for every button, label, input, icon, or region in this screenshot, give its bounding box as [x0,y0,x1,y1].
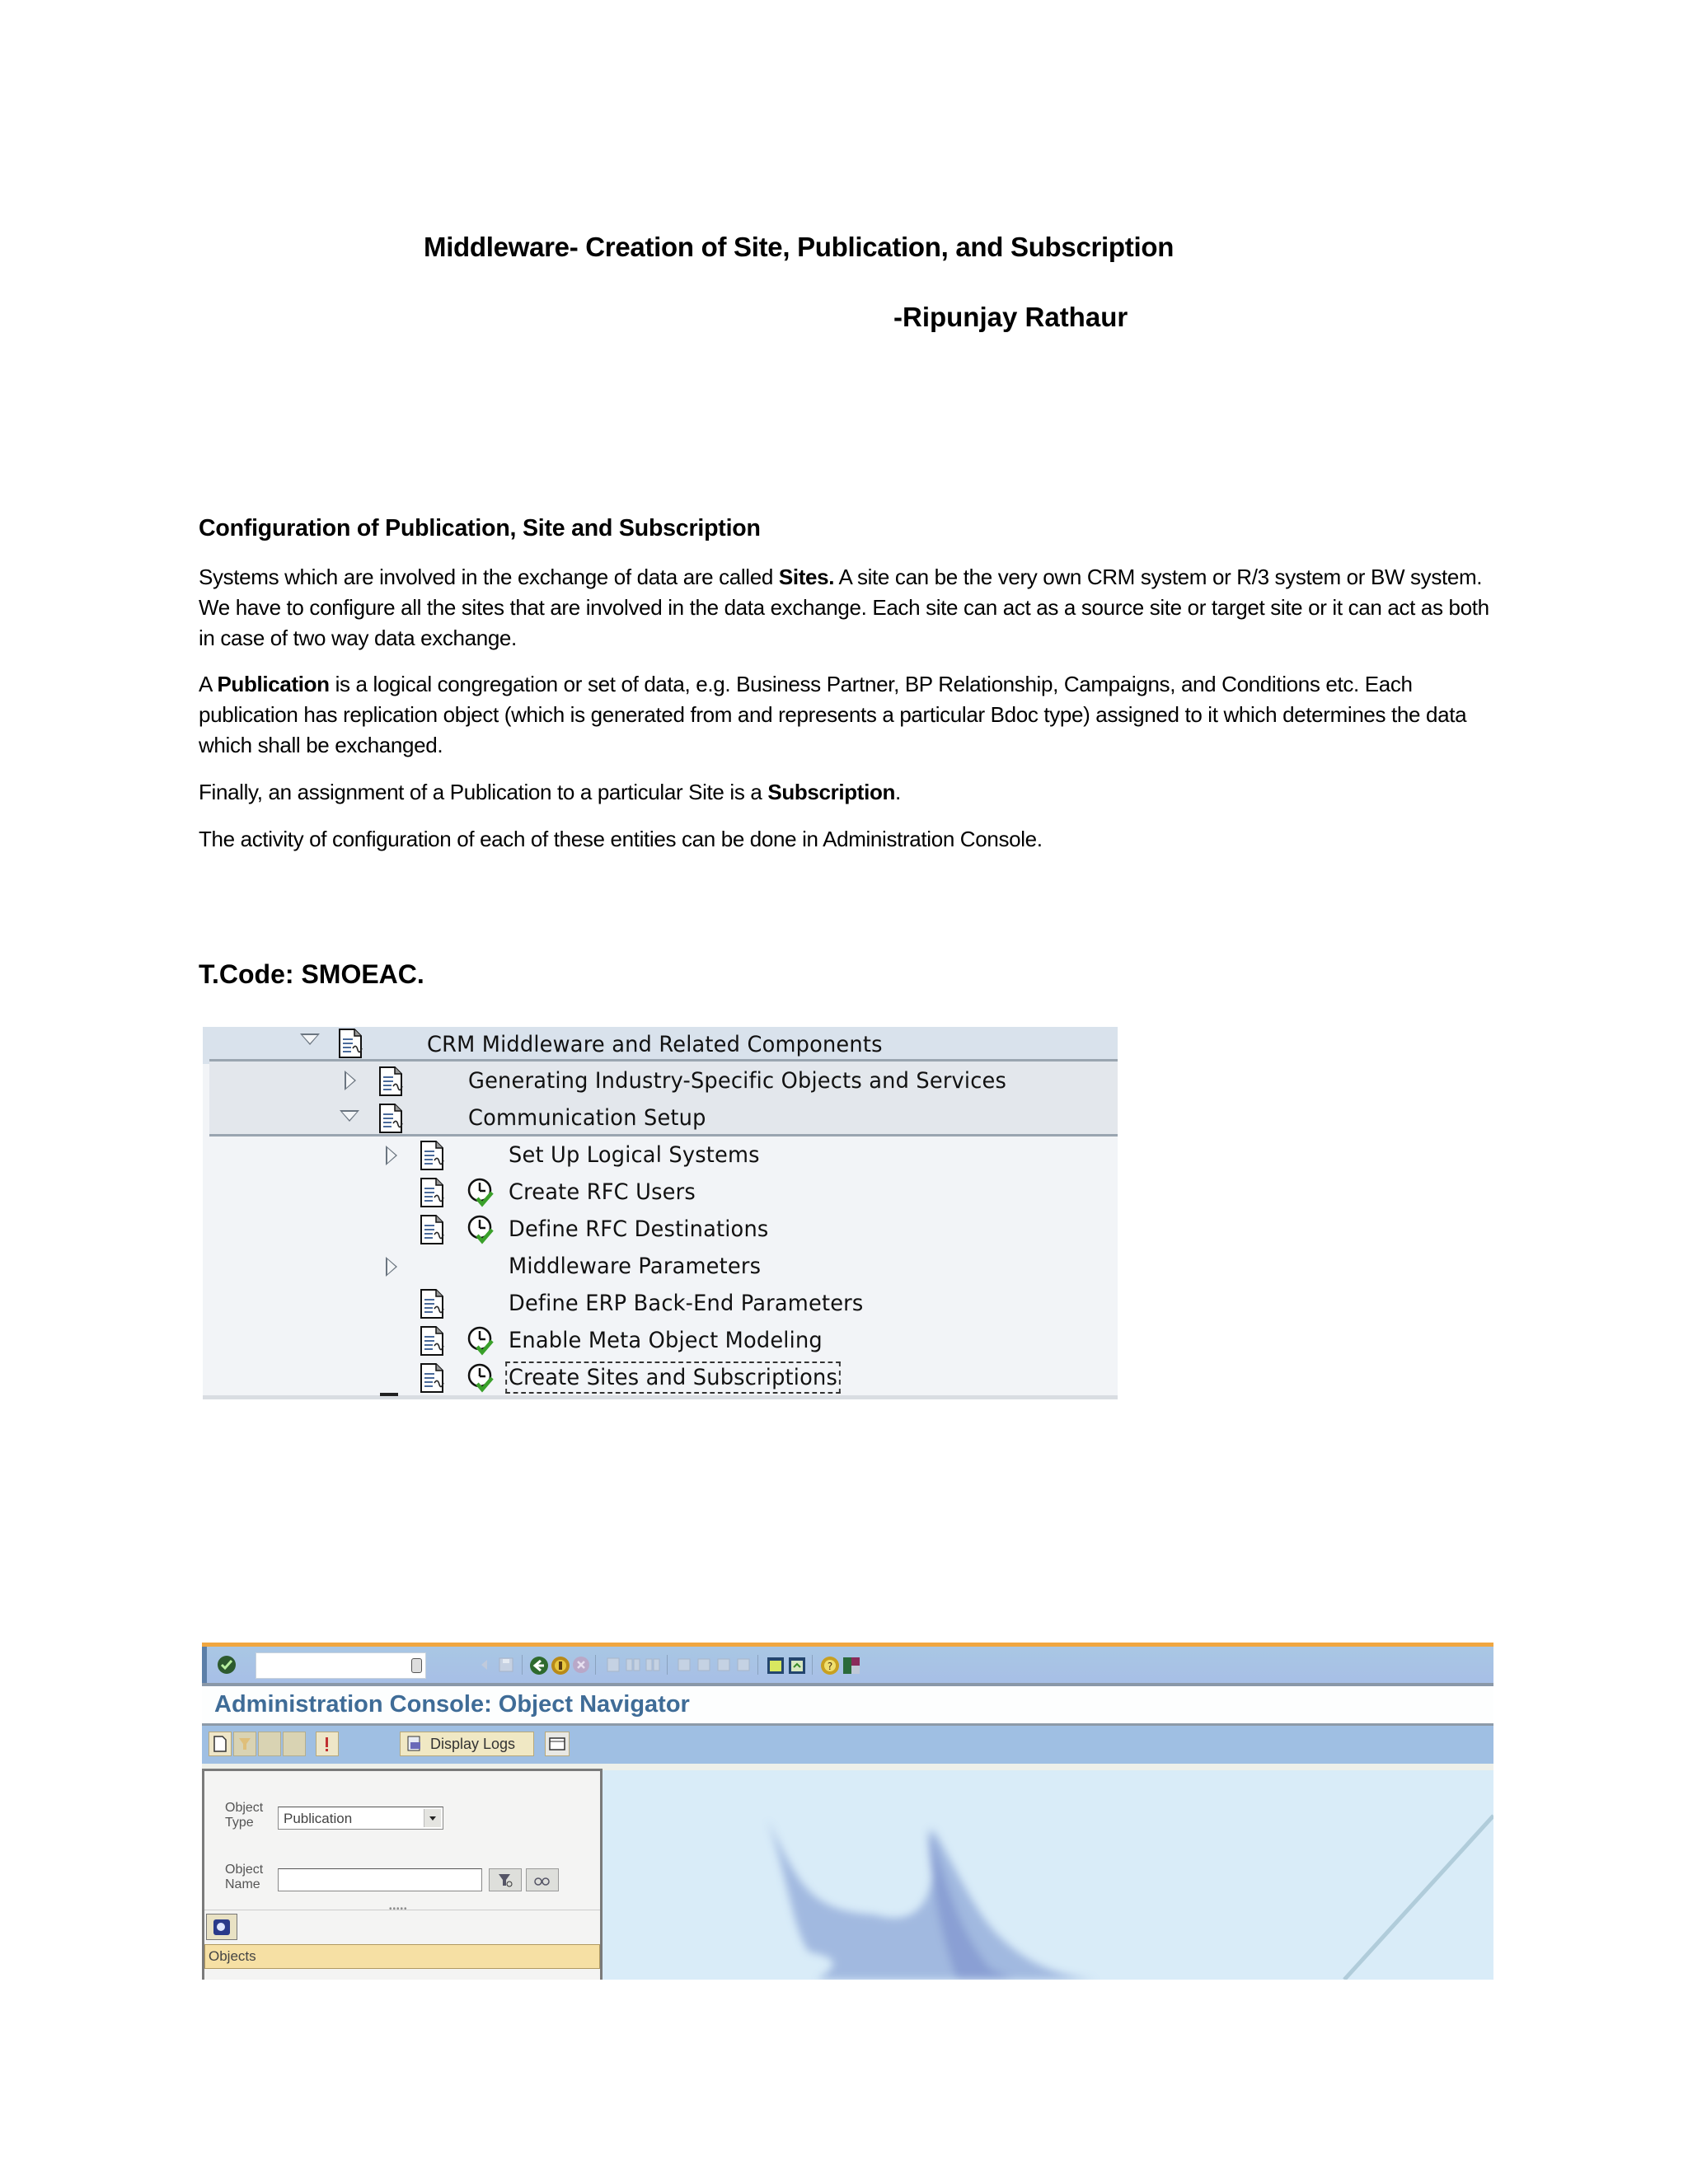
img-sap-admin-console [202,1643,1493,1980]
document-icon [338,1029,363,1058]
execute-clock-icon[interactable] [466,1177,497,1208]
layout-button[interactable] [545,1732,570,1756]
collapsed-arrow-icon[interactable] [386,1146,397,1165]
document-icon [420,1178,444,1207]
tree-separator [209,1134,1118,1137]
edit-object-button[interactable] [233,1732,256,1756]
tree-row[interactable] [203,1249,1118,1286]
save-icon[interactable] [497,1656,515,1674]
find-next-icon[interactable] [644,1656,662,1674]
info-button[interactable] [316,1732,339,1756]
print-icon[interactable] [604,1656,622,1674]
delete-object-button[interactable] [283,1732,306,1756]
document-title: Middleware- Creation of Site, Publication, and Subscription [424,232,1175,262]
expanded-arrow-icon[interactable] [340,1110,359,1122]
tree-label[interactable]: Set Up Logical Systems [509,1142,760,1168]
refresh-button[interactable] [206,1914,237,1940]
new-document-icon [209,1732,231,1755]
window-title: Administration Console: Object Navigator [214,1691,690,1718]
content-area [603,1770,1493,1980]
display-logs-icon [406,1735,425,1753]
section-heading: Configuration of Publication, Site and Subscription [199,515,761,541]
tree-row[interactable] [203,1063,1118,1100]
collapsed-arrow-icon[interactable] [345,1071,356,1090]
paragraph-publication: A Publication is a logical congregation or set of data, e.g. Business Partner, BP Relationship, Campaigns, and Conditions etc. Each publication has replication object (which is generated from and represents a particular Bdoc type) assigned to it which determines the data which shall be exchanged. [199,672,1467,757]
tree-label[interactable]: Middleware Parameters [509,1254,762,1279]
search-filter-button[interactable] [489,1868,522,1891]
command-field[interactable] [256,1652,426,1679]
tree-bottom-border [203,1395,1118,1399]
find-icon[interactable] [624,1656,642,1674]
tree-row[interactable] [203,1323,1118,1360]
expanded-arrow-icon[interactable] [300,1033,320,1045]
application-toolbar [202,1726,1493,1764]
collapsed-arrow-icon[interactable] [386,1257,397,1277]
filter-icon [234,1732,256,1755]
tree-marker [380,1393,398,1396]
refresh-icon [207,1915,237,1939]
advanced-search-button[interactable] [526,1868,559,1891]
previous-page-icon[interactable] [695,1656,713,1674]
tree-label[interactable]: Create RFC Users [509,1179,696,1205]
tree-row[interactable] [203,1212,1118,1249]
tree-label[interactable]: Define ERP Back-End Parameters [509,1291,864,1316]
command-history-icon[interactable] [411,1658,422,1673]
screen-layout-icon [546,1732,569,1755]
display-logs-button[interactable]: Display Logs [400,1732,534,1756]
tree-row[interactable] [203,1137,1118,1174]
document-icon [420,1289,444,1319]
exit-icon[interactable] [551,1656,570,1675]
img-tree-screenshot [203,1027,1118,1399]
object-type-select[interactable]: Publication [278,1807,443,1830]
execute-clock-icon[interactable] [466,1362,497,1394]
help-icon[interactable] [820,1656,840,1675]
tcode-heading: T.Code: SMOEAC. [199,959,424,989]
tree-row-selected[interactable] [203,1360,1118,1397]
tree-label[interactable]: Generating Industry-Specific Objects and Services [468,1068,1007,1094]
first-page-icon[interactable] [675,1656,693,1674]
display-object-button[interactable] [258,1732,281,1756]
cancel-icon[interactable] [572,1656,590,1674]
document-icon [420,1326,444,1356]
tree-label[interactable]: Communication Setup [468,1105,706,1131]
document-author: -Ripunjay Rathaur [893,302,1128,332]
tree-row[interactable] [203,1286,1118,1323]
title-bar [202,1686,1493,1726]
back-icon[interactable] [529,1656,549,1675]
document-icon [378,1066,403,1096]
binoculars-icon [527,1869,558,1891]
create-object-button[interactable] [209,1732,232,1756]
create-session-icon[interactable] [766,1656,785,1675]
object-navigator-panel [202,1769,603,1980]
dropdown-arrow-icon[interactable] [424,1809,441,1827]
tree-label[interactable]: Create Sites and Subscriptions [509,1365,837,1390]
object-name-label: Object Name [225,1863,264,1891]
paragraph-sites: Systems which are involved in the exchange of data are called Sites. A site can be the very own CRM system or R/3 system or BW system. We have to configure all the sites that are involved in the data exchange. Each site can act as a source site or target site or it can act as both in case of two way data exchange. [199,565,1489,650]
tree-row[interactable] [203,1174,1118,1212]
system-toolbar [202,1647,1493,1686]
tree-row[interactable] [203,1100,1118,1137]
background-leaf-graphic [603,1770,1493,1980]
last-page-icon[interactable] [734,1656,753,1674]
document-icon [420,1363,444,1393]
objects-header: Objects [204,1944,600,1969]
execute-clock-icon[interactable] [466,1214,497,1245]
execute-clock-icon[interactable] [466,1325,497,1357]
customize-layout-icon[interactable] [842,1656,861,1675]
back-arrow-disabled-icon[interactable] [476,1656,494,1674]
enter-check-icon[interactable] [217,1655,237,1675]
paragraph-subscription: Finally, an assignment of a Publication to a particular Site is a Subscription. [199,780,901,804]
next-page-icon[interactable] [715,1656,733,1674]
document-icon [378,1104,403,1133]
tree-label[interactable]: Define RFC Destinations [509,1216,769,1242]
shortcut-icon[interactable] [787,1656,807,1675]
info-icon [316,1732,338,1755]
object-type-label: Object Type [225,1801,264,1830]
tree-label[interactable]: Enable Meta Object Modeling [509,1328,823,1353]
document-icon [420,1141,444,1170]
paragraph-admin-console: The activity of configuration of each of these entities can be done in Administration Console. [199,827,1043,851]
document-icon [420,1215,444,1244]
filter-search-icon [490,1869,521,1891]
svg-text:?: ? [827,1661,833,1672]
tree-label[interactable]: CRM Middleware and Related Components [427,1032,883,1057]
object-name-input[interactable] [278,1868,482,1891]
